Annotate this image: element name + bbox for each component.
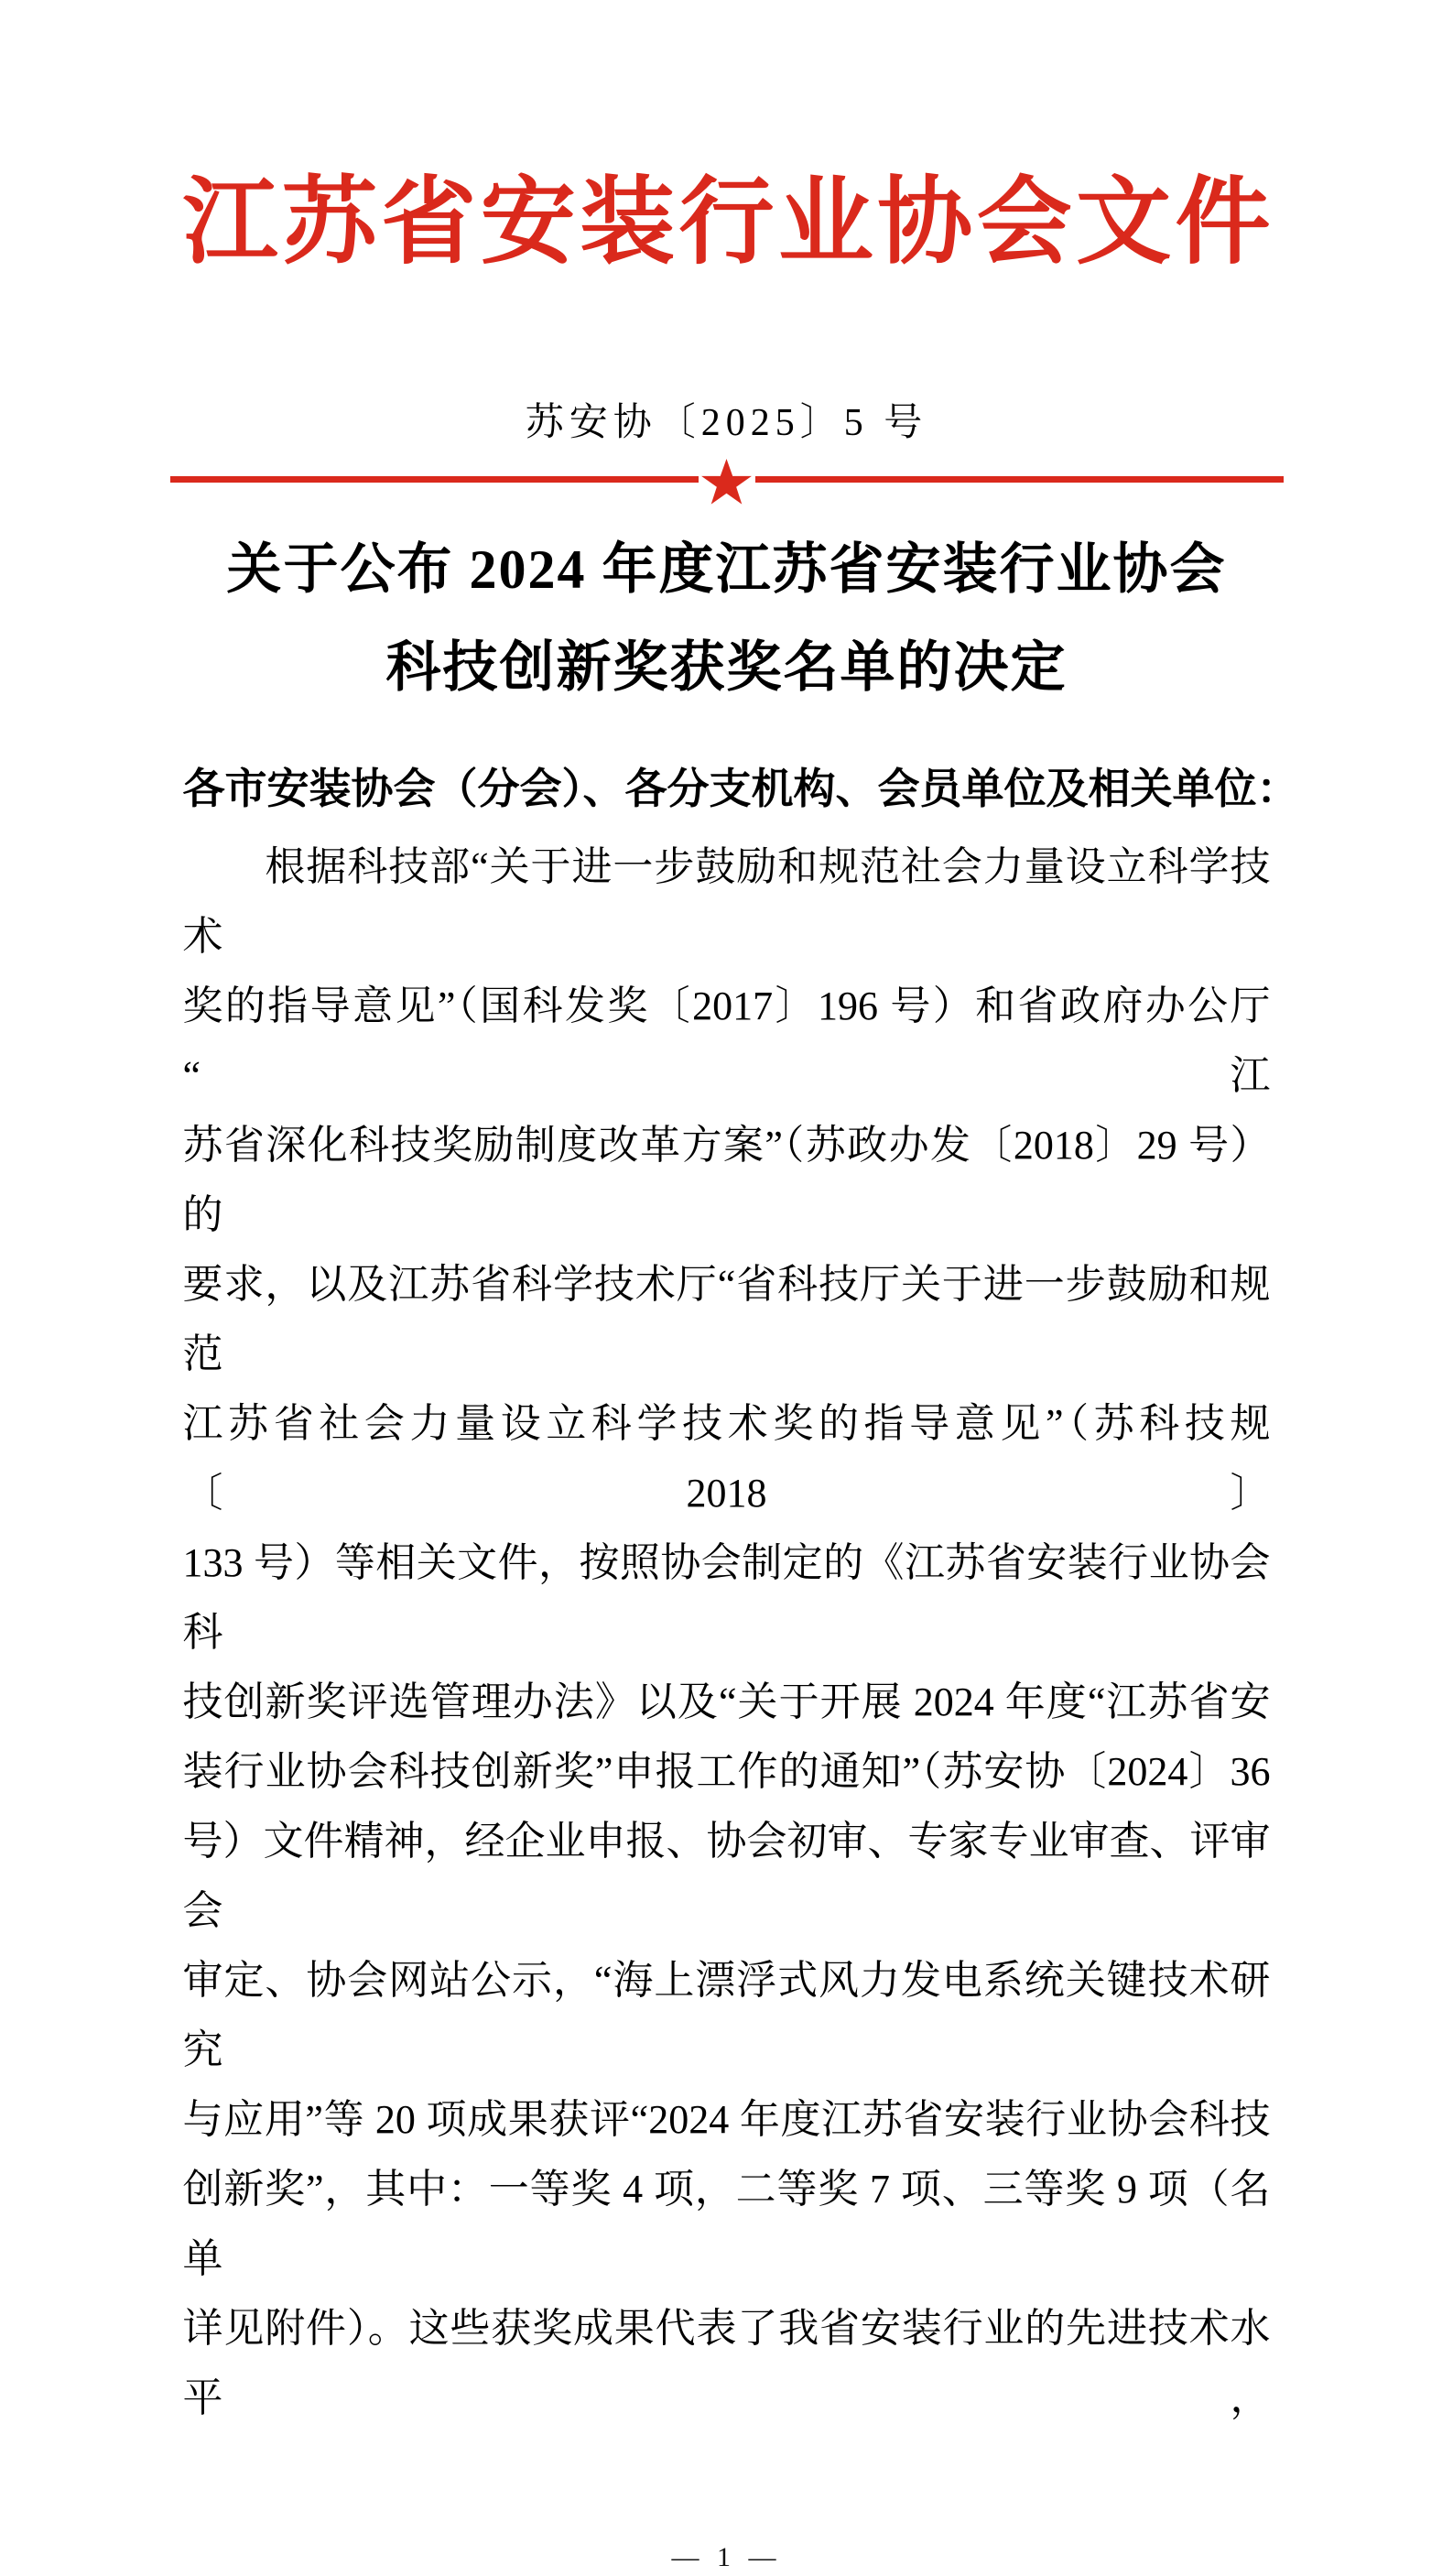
body-line: 详见附件）。这些获奖成果代表了我省安装行业的先进技术水平，	[182, 2306, 1271, 2420]
body-line: 创新奖”，其中：一等奖 4 项，二等奖 7 项、三等奖 9 项（名单	[182, 2167, 1271, 2281]
page-number: — 1 —	[671, 2542, 782, 2572]
body-line: 奖的指导意见”（国科发奖〔2017〕196 号）和省政府办公厅“江	[182, 984, 1271, 1098]
header-divider-rule	[170, 476, 1284, 483]
body-line: 号）文件精神，经企业申报、协会初审、专家专业审查、评审会	[182, 1819, 1271, 1933]
body-line: 根据科技部“关于进一步鼓励和规范社会力量设立科学技术	[182, 844, 1271, 959]
document-page	[182, 0, 1299, 2576]
salutation-line: 各市安装协会（分会）、各分支机构、会员单位及相关单位：	[182, 766, 1299, 812]
body-line: 要求，以及江苏省科学技术厅“省科技厅关于进一步鼓励和规范	[182, 1262, 1271, 1376]
document-header-title: 江苏省安装行业协会文件	[182, 170, 1271, 276]
body-line: 审定、协会网站公示，“海上漂浮式风力发电系统关键技术研究	[182, 1958, 1271, 2072]
body-line: 装行业协会科技创新奖”申报工作的通知”（苏安协〔2024〕36	[182, 1749, 1271, 1794]
document-title-line2: 科技创新奖获奖名单的决定	[385, 637, 1068, 698]
body-line: 苏省深化科技奖励制度改革方案”（苏政办发〔2018〕29 号）的	[182, 1123, 1271, 1237]
body-line: 技创新奖评选管理办法》以及“关于开展 2024 年度“江苏省安	[182, 1679, 1271, 1724]
document-number: 苏安协〔2025〕5 号	[525, 402, 928, 444]
document-body	[183, 832, 1271, 2433]
document-title	[183, 521, 1271, 717]
red-star-icon	[701, 459, 753, 508]
body-line: 133 号）等相关文件，按照协会制定的《江苏省安装行业协会科	[182, 1540, 1271, 1655]
document-title-line1: 关于公布 2024 年度江苏省安装行业协会	[226, 539, 1227, 600]
body-line: 与应用”等 20 项成果获评“2024 年度江苏省安装行业协会科技	[182, 2097, 1271, 2142]
body-line: 江苏省社会力量设立科学技术奖的指导意见”（苏科技规〔2018〕	[182, 1401, 1271, 1516]
